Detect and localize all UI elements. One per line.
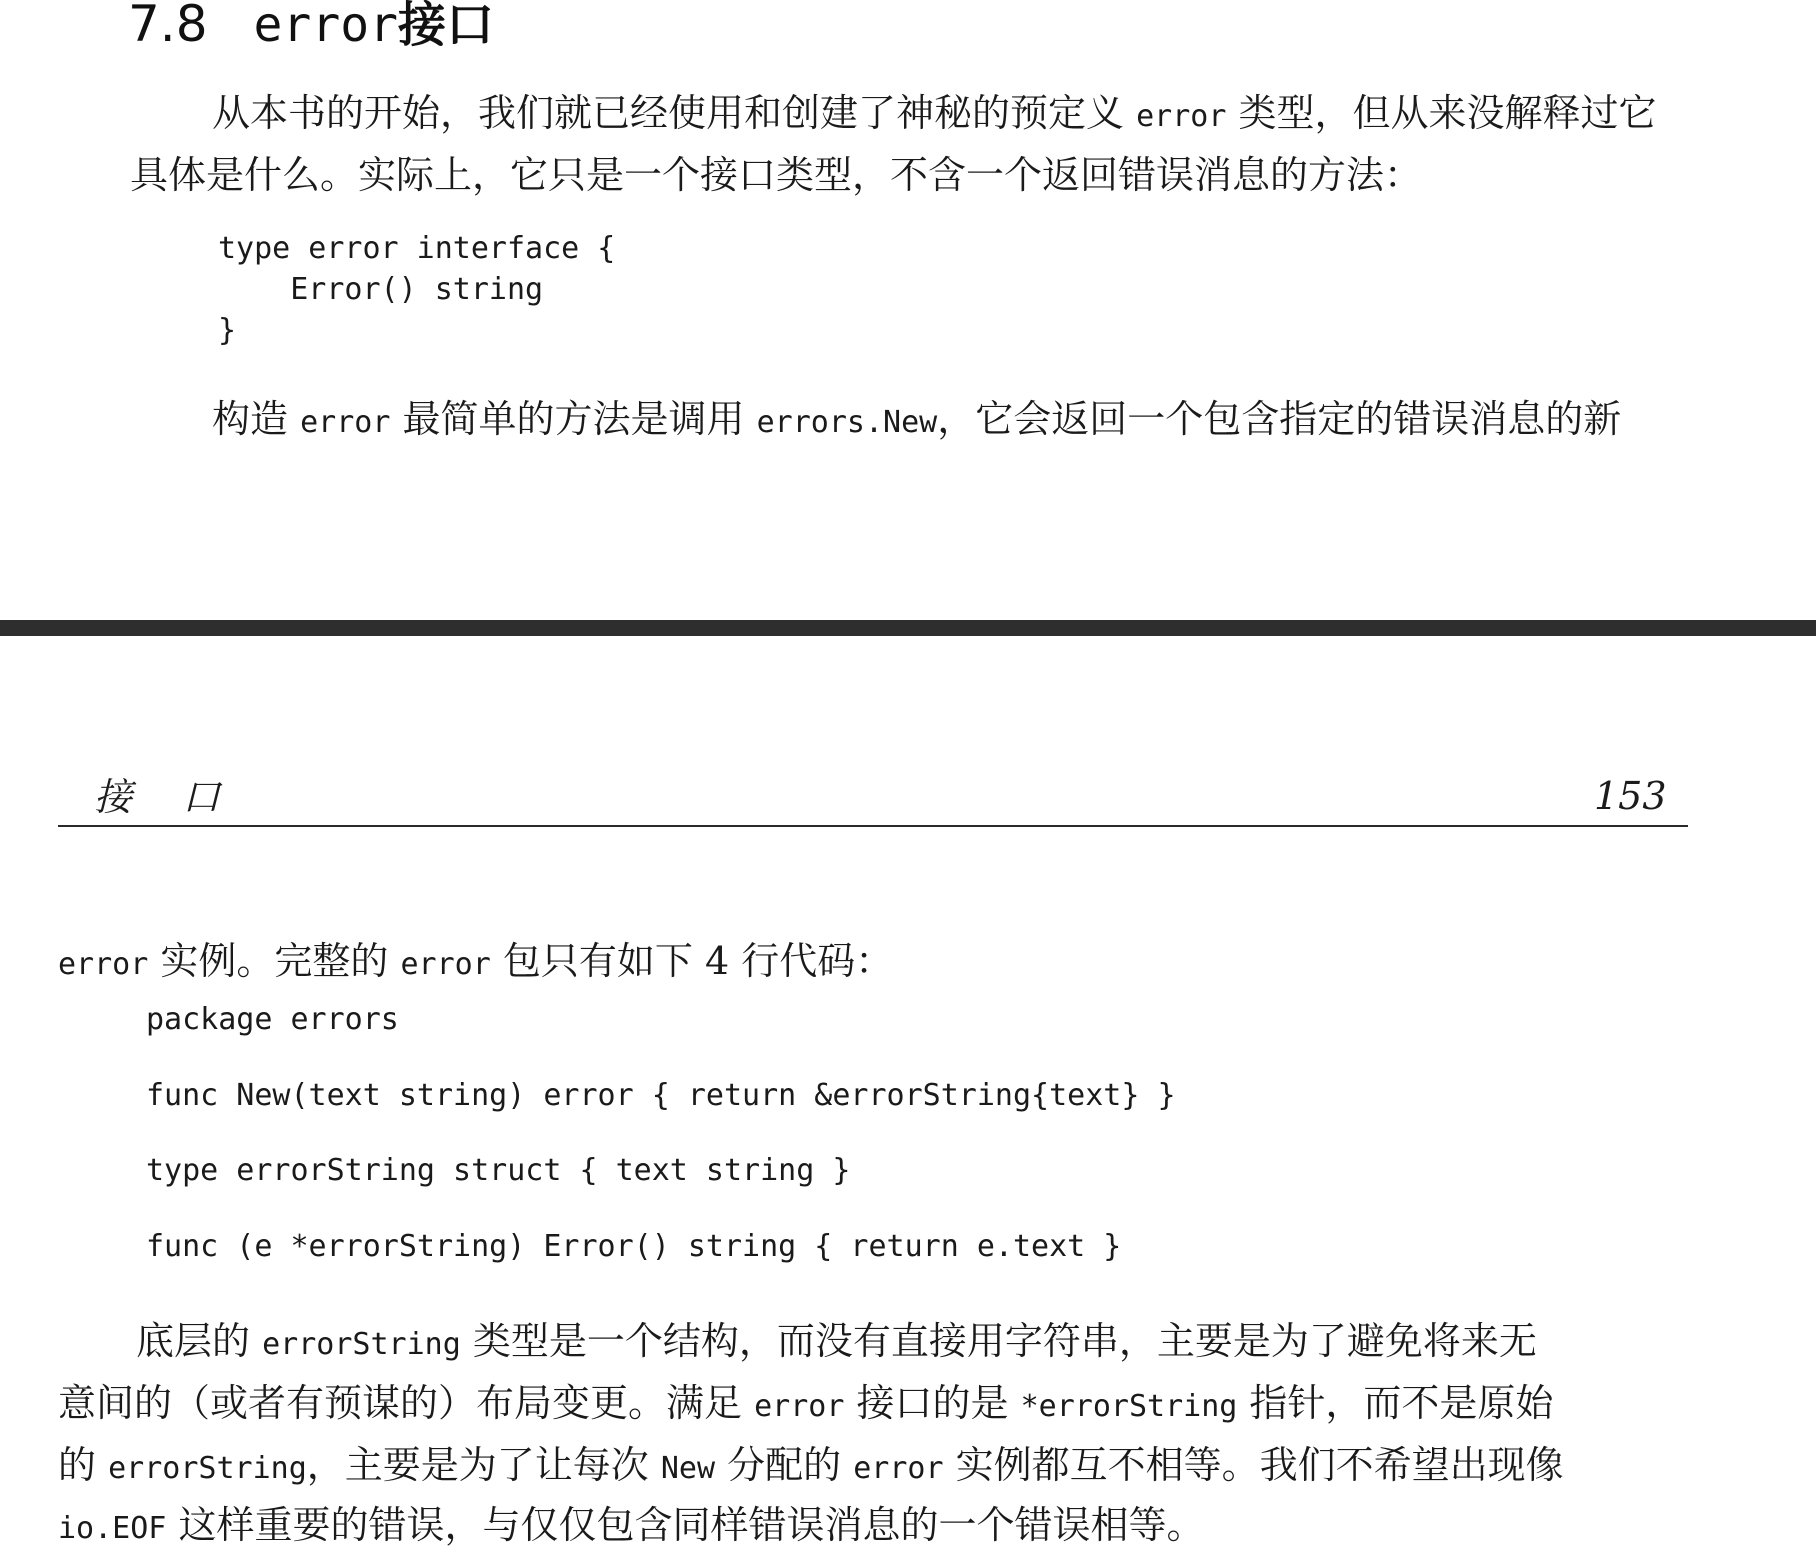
code-line-type-errorstring: type errorString struct { text string } bbox=[146, 1153, 851, 1188]
bottom-paragraph-line-2: 意间的（或者有预谋的）布局变更。满足 error 接口的是 *errorString 指针，而不是原始 bbox=[58, 1381, 1554, 1425]
inline-code: errors.New bbox=[756, 405, 938, 440]
header-rule bbox=[58, 825, 1688, 827]
page-number: 153 bbox=[1594, 774, 1667, 818]
inline-code: error bbox=[853, 1451, 944, 1486]
code-line: type error interface { bbox=[218, 231, 616, 266]
section-title-text: 接口 bbox=[398, 0, 495, 53]
inline-code: New bbox=[660, 1451, 716, 1486]
running-head: 接口 bbox=[94, 775, 271, 819]
intro-paragraph-line-1: 从本书的开始，我们就已经使用和创建了神秘的预定义 error 类型，但从来没解释过它 bbox=[212, 91, 1657, 135]
section-title-code: error bbox=[253, 0, 399, 53]
code-line: } bbox=[218, 313, 237, 348]
inline-code: errorString bbox=[262, 1327, 461, 1362]
bottom-paragraph-line-4: io.EOF 这样重要的错误，与仅仅包含同样错误消息的一个错误相等。 bbox=[58, 1503, 1205, 1547]
errors-new-paragraph-line-1: 构造 error 最简单的方法是调用 errors.New，它会返回一个包含指定的错误消息的新 bbox=[212, 397, 1622, 441]
section-number: 7.8 bbox=[128, 0, 208, 53]
intro-paragraph-line-2: 具体是什么。实际上，它只是一个接口类型，不含一个返回错误消息的方法： bbox=[130, 153, 1423, 197]
code-line-func-new: func New(text string) error { return &errorString{text} } bbox=[146, 1078, 1176, 1113]
inline-code: errorString bbox=[108, 1451, 307, 1486]
code-block-error-interface bbox=[218, 228, 615, 351]
code-line-func-error: func (e *errorString) Error() string { return e.text } bbox=[146, 1229, 1122, 1264]
inline-code: error bbox=[400, 947, 491, 982]
bottom-paragraph-line-3: 的 errorString，主要是为了让每次 New 分配的 error 实例都互不相等。我们不希望出现像 bbox=[58, 1443, 1564, 1487]
inline-code: error bbox=[300, 405, 391, 440]
inline-code: io.EOF bbox=[58, 1511, 167, 1546]
page-divider bbox=[0, 620, 1816, 636]
inline-code: error bbox=[58, 947, 149, 982]
section-heading bbox=[128, 0, 494, 55]
code-line: Error() string bbox=[218, 272, 544, 307]
errors-package-paragraph-line-1: error 实例。完整的 error 包只有如下 4 行代码： bbox=[58, 939, 894, 983]
inline-code: error bbox=[754, 1389, 845, 1424]
code-line-package: package errors bbox=[146, 1002, 399, 1037]
bottom-paragraph-line-1: 底层的 errorString 类型是一个结构，而没有直接用字符串，主要是为了避免将来无 bbox=[136, 1319, 1537, 1363]
inline-code: error bbox=[1136, 99, 1227, 134]
inline-code: *errorString bbox=[1020, 1389, 1238, 1424]
